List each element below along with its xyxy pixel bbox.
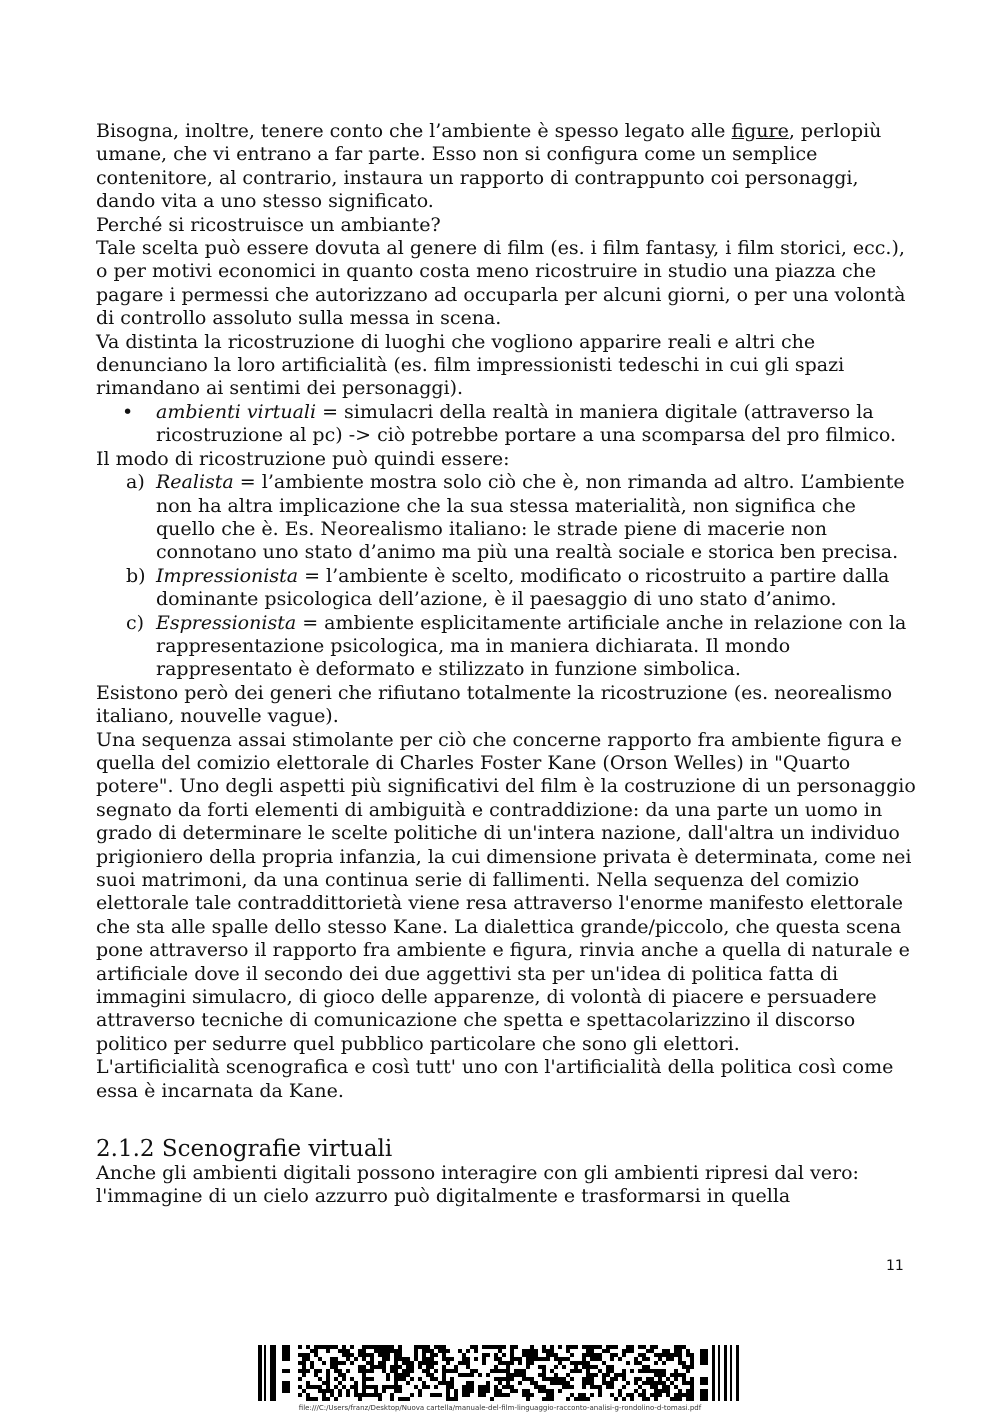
paragraph: Bisogna, inoltre, tenere conto che l’ambiente è spesso legato alle figure, perlopiù umane, che vi entrano a far parte. Esso non si configura come un semplice contenitore, al contrario, instaura un rapporto di contrappunto coi personaggi, dando vita a uno stesso significato. xyxy=(96,120,882,213)
paragraph: Il modo di ricostruzione può quindi essere: xyxy=(96,447,510,470)
document-body xyxy=(96,120,916,1209)
paragraph: Una sequenza assai stimolante per ciò che concerne rapporto fra ambiente figura e quella del comizio elettorale di Charles Foster Kane (Orson Welles) in "Quarto potere". Uno degli aspetti più significativi del film è la costruzione di un personaggio segnato da forti elementi di ambiguità e contraddizione: da una parte un uomo in grado di determinare le scelte politiche di un'intera nazione, dall'altra un individuo prigioniero della propria infanzia, la cui dimensione privata è determinata, come nei suoi matrimoni, da una continua serie di fallimenti. Nella sequenza del comizio elettorale tale contraddittorietà viene resa attraverso l'enorme manifesto elettorale che sta alle spalle dello stesso Kane. La dialettica grande/piccolo, che questa scena pone attraverso il rapporto fra ambiente e figura, rinvia anche a quella di naturale e artificiale dove il secondo dei due aggettivi sta per un'idea di politica fatta di immagini simulacro, di gioco delle apparenze, di volontà di piacere e persuadere attraverso tecniche di comunicazione che spetta e spettacolarizzino il discorso politico per sedurre quel pubblico particolare che sono gli elettori. xyxy=(96,728,916,1055)
paragraph: Tale scelta può essere dovuta al genere di film (es. i film fantasy, i film storici, ecc.), o per motivi economici in quanto costa meno ricostruire in studio una piazza che pagare i permessi che autorizzano ad occuparla per alcuni giorni, o per una volontà di controllo assoluto sulla messa in scena. xyxy=(96,237,906,330)
term: Realista xyxy=(156,471,234,494)
term: Espressionista xyxy=(156,611,297,634)
paragraph: Anche gli ambienti digitali possono interagire con gli ambienti ripresi dal vero: l'immagine di un cielo azzurro può digitalmente e trasformarsi in quella xyxy=(96,1162,859,1208)
list-item: • ambienti virtuali = simulacri della realtà in maniera digitale (attraverso la ricostruzione al pc) -> ciò potrebbe portare a una scomparsa del pro filmico. xyxy=(122,400,897,447)
list-marker: c) xyxy=(126,611,145,634)
alpha-list xyxy=(96,471,916,682)
bullet-marker: • xyxy=(122,400,134,423)
term: ambienti virtuali xyxy=(156,400,317,423)
paragraph: Esistono però dei generi che rifiutano totalmente la ricostruzione (es. neorealismo italiano, nouvelle vague). xyxy=(96,681,893,728)
paragraph: Va distinta la ricostruzione di luoghi che vogliono apparire reali e altri che denunciano la loro artificialità (es. film impressionisti tedeschi in cui gli spazi rimandano ai sentimi dei personaggi). xyxy=(96,330,845,400)
barcode-graphic xyxy=(258,1345,742,1401)
term: Impressionista xyxy=(156,564,299,587)
page-number: 11 xyxy=(886,1258,904,1274)
list-item: b) Impressionista = l’ambiente è scelto, modificato o ricostruito a partire dalla dominante psicologica dell’azione, è il paesaggio di uno stato d’animo. xyxy=(126,564,890,611)
list-item: a) Realista = l’ambiente mostra solo ciò che è, non rimanda ad altro. L’ambiente non ha altra implicazione che la sua stessa materialità, non significa che quello che è. Es. Neorealismo italiano: le strade piene di macerie non connotano uno stato d’animo ma più una realtà sociale e storica ben precisa. xyxy=(126,471,905,564)
list-marker: a) xyxy=(126,471,145,494)
file-path: file:///C:/Users/franz/Desktop/Nuova cartella/manuale-del-film-linguaggio-racconto-analisi-g-rondolino-d-tomasi.pdf xyxy=(298,1404,702,1412)
paragraph: Perché si ricostruisce un ambiante? xyxy=(96,213,441,236)
list-marker: b) xyxy=(126,564,146,587)
figure-link[interactable]: figure xyxy=(731,120,789,142)
barcode xyxy=(258,1345,742,1401)
paragraph: L'artificialità scenografica e così tutt' uno con l'artificialità della politica così come essa è incarnata da Kane. xyxy=(96,1056,894,1102)
list-item: c) Espressionista = ambiente esplicitamente artificiale anche in relazione con la rappresentazione psicologica, ma in maniera dichiarata. Il mondo rappresentato è deformato e stilizzato in funzione simbolica. xyxy=(126,611,907,681)
section-heading: 2.1.2 Scenografie virtuali xyxy=(96,1136,393,1163)
bullet-list xyxy=(96,401,916,448)
